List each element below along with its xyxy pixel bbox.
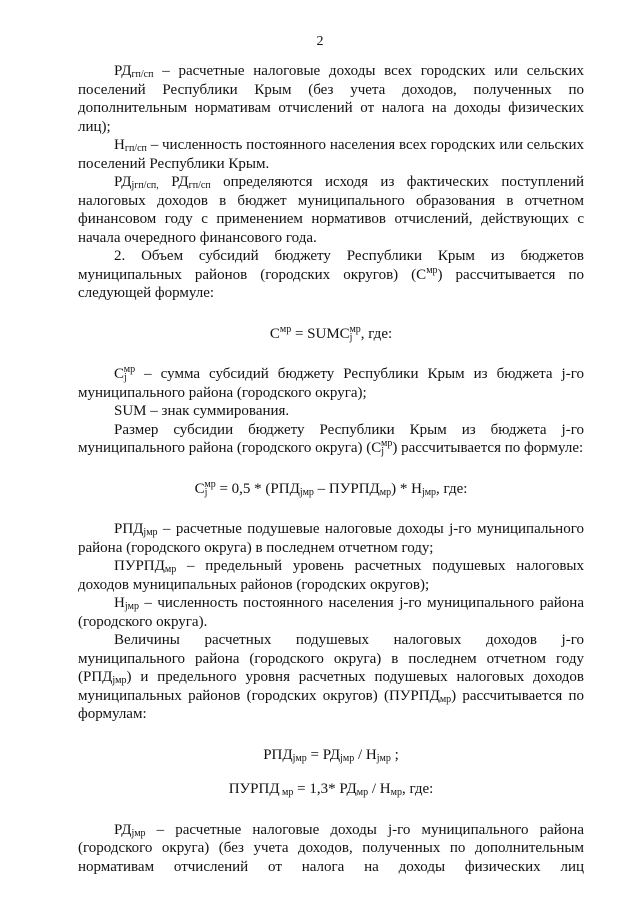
formula-total-subsidy: $С^{мр}$ = $SUMC_j^{мр}$, где:: [269, 323, 393, 343]
document-body: [78, 62, 584, 876]
paragraph-rd-gp-sp: $РД_{гп/сп}$ – расчетные налоговые доходы всех городских или сельских поселений Республики Крым (без учета доходов, полученных по дополнительным нормативам отчислений от налога на доходы физических лиц);: [78, 63, 584, 135]
paragraph-values-calculation: Величины расчетных подушевых налоговых доходов j-го муниципального района (городского округа) в последнем отчетном году $(РПД_{jмр})$ и предельного уровня расчетных подушевых налоговых доходов муниципальных районов (городских округов) $(ПУРПД_{мр})$ рассчитывается по формулам:: [78, 632, 584, 722]
paragraph-subsidy-size: Размер субсидии бюджету Республики Крым из бюджета j-го муниципального района (городского округа) $(C_j^{мр})$ рассчитывается по формуле:: [78, 421, 584, 457]
page-number: 2: [316, 34, 324, 49]
paragraph-cj-definition: $C_j^{мр}$ – сумма субсидий бюджету Республики Крым из бюджета j-го муниципального района (городского округа);: [78, 364, 584, 401]
formula-purpd: ПУРПД $_{мр}$ = 1,3* $РД_{мр} / Н_{мр}$, где:: [228, 781, 434, 798]
paragraph-n-gp-sp: $Н_{гп/сп}$ – численность постоянного населения всех городских или сельских поселений Республики Крым.: [78, 137, 584, 172]
paragraph-rpd-definition: $РПД_{jмр}$ – расчетные подушевые налоговые доходы j-го муниципального района (городского округа) в последнем отчетном году;: [78, 521, 584, 556]
paragraph-purpd-definition: $ПУРПД_{мр}$ – предельный уровень расчетных подушевых налоговых доходов муниципальных районов (городских округов);: [78, 558, 584, 593]
paragraph-rd-jmr-definition: $РД_{jмр}$ – расчетные налоговые доходы j-го муниципального района (городского округа) (без учета доходов, полученных по дополнительным нормативам отчислений от налога на доходы физических лиц: [78, 821, 584, 875]
paragraph-determination: $РД_{jгп/сп,}$ $РД_{гп/сп}$ определяются исходя из фактических поступлений налоговых доходов в бюджет муниципального образования в отчетном финансовом году с применением нормативов отчислений, действующих с начала очередного финансового года.: [78, 174, 584, 246]
formula-subsidy-cj: $C_j^{мр} = 0,5 * (РПД_{jмр}$ – $ПУРПД_{мр}) * Н_{jмр}$, где:: [194, 478, 468, 498]
paragraph-n-jmr-definition: $Н_{jмр}$ – численность постоянного населения j-го муниципального района (городского округа).: [78, 595, 584, 630]
formula-rpd: $РПД_{jмр} = РД_{jмр} / Н_{jмр}$ ;: [263, 746, 399, 764]
paragraph-sum-definition: SUM – знак суммирования.: [114, 403, 290, 419]
paragraph-item-2: 2. Объем субсидий бюджету Республики Крым из бюджетов муниципальных районов (городских округов) $(С^{мр})$ рассчитывается по следующей формуле:: [78, 248, 584, 301]
